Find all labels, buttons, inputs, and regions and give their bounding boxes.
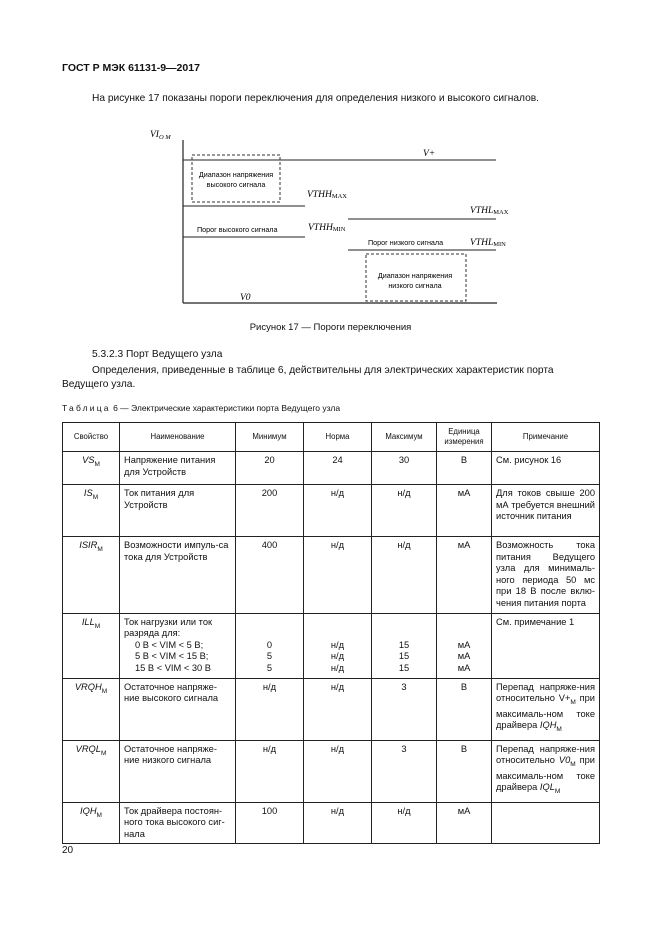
- cell-note: См. примечание 1: [492, 613, 600, 678]
- high-range-label-2: высокого сигнала: [206, 180, 266, 189]
- table-caption-prefix: Таблица: [62, 403, 111, 413]
- table-row: [63, 740, 600, 802]
- cell-unit: В: [437, 678, 492, 740]
- section-title: 5.3.2.3 Порт Ведущего узла: [92, 349, 223, 360]
- col-header-unit: Единица измерения: [437, 423, 492, 452]
- cell-unit: В: [437, 452, 492, 485]
- col-header-max: Максимум: [372, 423, 437, 452]
- cell-name-range-3: 15 В < VIM < 30 В: [135, 662, 211, 673]
- table-row: [63, 485, 600, 537]
- cell-max: н/д: [372, 537, 437, 614]
- cell-note: [492, 802, 600, 844]
- y-axis-label: $VI_{O M}$: [150, 130, 171, 141]
- table-row: [63, 613, 600, 678]
- cell-property: $ILL_M$: [63, 613, 120, 678]
- cell-name: Остаточное напряже-ние низкого сигнала: [120, 740, 236, 802]
- cell-unit: мА: [437, 537, 492, 614]
- cell-norm: н/д: [304, 740, 372, 802]
- cell-name-range-1: 0 В < VIM < 5 В;: [135, 639, 204, 650]
- page-number: 20: [62, 845, 74, 856]
- cell-property: $VRQL_M$: [63, 740, 120, 802]
- cell-max: 3: [372, 678, 437, 740]
- cell-min: 20: [236, 452, 304, 485]
- table-row: [63, 537, 600, 614]
- col-header-note: Примечание: [492, 423, 600, 452]
- cell-name: Ток питания для Устройств: [120, 485, 236, 537]
- cell-property: $ISIR_M$: [63, 537, 120, 614]
- cell-norm: н/д: [304, 537, 372, 614]
- cell-note: Перепад напряже-ния относительно $V0_M$ при максималь-ном токе драйвера $IQL_M$: [492, 740, 600, 802]
- cell-max: 15 15 15: [372, 613, 437, 678]
- cell-min: 400: [236, 537, 304, 614]
- table-row: [63, 802, 600, 844]
- cell-note: См. рисунок 16: [492, 452, 600, 485]
- vthh-max-label: VTHHMAX: [307, 190, 347, 200]
- vthh-min-label: VTHHMIN: [308, 223, 346, 233]
- document-header: ГОСТ Р МЭК 61131-9—2017: [62, 62, 200, 74]
- cell-unit: мА мА мА: [437, 613, 492, 678]
- cell-name-main: Ток нагрузки или ток разряда для:: [124, 616, 213, 639]
- cell-unit: мА: [437, 485, 492, 537]
- cell-norm: 24: [304, 452, 372, 485]
- low-range-label-1: Диапазон напряжения: [377, 271, 453, 280]
- table-row: [63, 452, 600, 485]
- col-header-property: Свойство: [63, 423, 120, 452]
- cell-name: Напряжение питания для Устройств: [120, 452, 236, 485]
- col-header-min: Минимум: [236, 423, 304, 452]
- table-caption-text: 6 — Электрические характеристики порта Ведущего узла: [110, 403, 341, 413]
- cell-max: 30: [372, 452, 437, 485]
- cell-note: Возможность тока питания Ведущего узла для минималь-ного периода 50 мс при 18 В после вклю-чения питания порта: [492, 537, 600, 614]
- table-row: [63, 678, 600, 740]
- table-caption: [62, 403, 340, 413]
- cell-min: 0 5 5: [236, 613, 304, 678]
- cell-property: $VS_M$: [63, 452, 120, 485]
- cell-name-range-2: 5 В < VIM < 15 В;: [135, 651, 209, 662]
- cell-min: н/д: [236, 678, 304, 740]
- cell-name: Ток драйвера постоян-ного тока высокого сиг-нала: [120, 802, 236, 844]
- intro-text: На рисунке 17 показаны пороги переключения для определения низкого и высокого сигналов.: [92, 93, 540, 104]
- cell-name: [120, 613, 236, 678]
- table-header-row: [63, 423, 600, 452]
- high-threshold-label: Порог высокого сигнала: [197, 225, 278, 234]
- cell-norm: н/д: [304, 485, 372, 537]
- switching-thresholds-figure: [0, 0, 661, 320]
- low-threshold-label: Порог низкого сигнала: [368, 238, 444, 247]
- col-header-name: Наименование: [120, 423, 236, 452]
- cell-norm: н/д: [304, 678, 372, 740]
- high-range-label-1: Диапазон напряжения: [198, 170, 274, 179]
- vthl-min-label: VTHLMIN: [470, 238, 506, 248]
- v-zero-label: V0: [240, 293, 251, 303]
- figure-caption: Рисунок 17 — Пороги переключения: [249, 322, 412, 333]
- cell-property: $IS_M$: [63, 485, 120, 537]
- cell-name: Остаточное напряже-ние высокого сигнала: [120, 678, 236, 740]
- cell-norm: н/д: [304, 802, 372, 844]
- cell-max: н/д: [372, 802, 437, 844]
- electrical-characteristics-table: [62, 422, 600, 844]
- cell-min: н/д: [236, 740, 304, 802]
- cell-note: Перепад напряже-ния относительно $V+_M$ при максималь-ном токе драйвера $IQH_M$: [492, 678, 600, 740]
- cell-max: 3: [372, 740, 437, 802]
- cell-norm: н/д н/д н/д: [304, 613, 372, 678]
- cell-property: $VRQH_M$: [63, 678, 120, 740]
- cell-min: 200: [236, 485, 304, 537]
- low-range-label-2: низкого сигнала: [388, 281, 442, 290]
- cell-unit: мА: [437, 802, 492, 844]
- vthl-max-label: VTHLMAX: [470, 206, 509, 216]
- v-plus-label: V+: [423, 149, 436, 159]
- section-paragraph: Определения, приведенные в таблице 6, действительны для электрических характеристик порта Ведущего узла.: [62, 365, 554, 390]
- cell-unit: В: [437, 740, 492, 802]
- cell-max: н/д: [372, 485, 437, 537]
- col-header-norm: Норма: [304, 423, 372, 452]
- cell-name: Возможности импуль-са тока для Устройств: [120, 537, 236, 614]
- cell-note: Для токов свыше 200 мА требуется внешний источник питания: [492, 485, 600, 537]
- cell-min: 100: [236, 802, 304, 844]
- cell-property: $IQH_M$: [63, 802, 120, 844]
